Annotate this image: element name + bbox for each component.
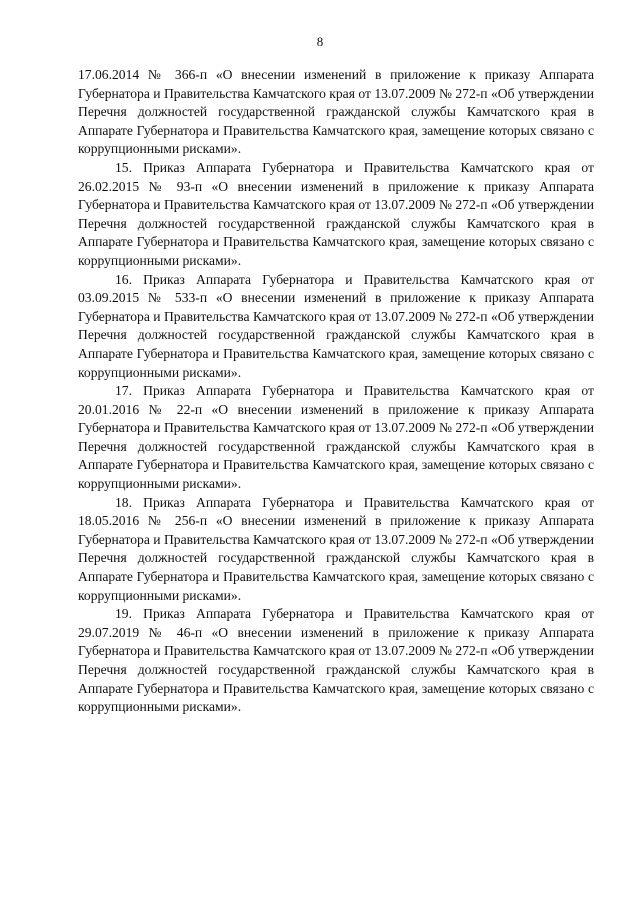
paragraph-item-15: 15. Приказ Аппарата Губернатора и Правительства Камчатского края от 26.02.2015 № 93-п «О внесении изменений в приложение к приказу Аппарата Губернатора и Правительства Камчатского края от 13.07.2009 № 272-п «Об утверждении Перечня должностей государственной гражданской службы Камчатского края в Аппарате Губернатора и Правительства Камчатского края, замещение которых связано с коррупционными рисками». [78, 159, 594, 268]
page-number: 8 [316, 34, 324, 49]
paragraph-item-17: 17. Приказ Аппарата Губернатора и Правительства Камчатского края от 20.01.2016 № 22-п «О внесении изменений в приложение к приказу Аппарата Губернатора и Правительства Камчатского края от 13.07.2009 № 272-п «Об утверждении Перечня должностей государственной гражданской службы Камчатского края в Аппарате Губернатора и Правительства Камчатского края, замещение которых связано с коррупционными рисками». [78, 383, 594, 492]
paragraph-item-18: 18. Приказ Аппарата Губернатора и Правительства Камчатского края от 18.05.2016 № 256-п «О внесении изменений в приложение к приказу Аппарата Губернатора и Правительства Камчатского края от 13.07.2009 № 272-п «Об утверждении Перечня должностей государственной гражданской службы Камчатского края в Аппарате Губернатора и Правительства Камчатского края, замещение которых связано с коррупционными рисками». [78, 494, 594, 603]
document-body [78, 66, 594, 717]
paragraph-item-16: 16. Приказ Аппарата Губернатора и Правительства Камчатского края от 03.09.2015 № 533-п «О внесении изменений в приложение к приказу Аппарата Губернатора и Правительства Камчатского края от 13.07.2009 № 272-п «Об утверждении Перечня должностей государственной гражданской службы Камчатского края в Аппарате Губернатора и Правительства Камчатского края, замещение которых связано с коррупционными рисками». [78, 271, 594, 380]
paragraph-item-19: 19. Приказ Аппарата Губернатора и Правительства Камчатского края от 29.07.2019 № 46-п «О внесении изменений в приложение к приказу Аппарата Губернатора и Правительства Камчатского края от 13.07.2009 № 272-п «Об утверждении Перечня должностей государственной гражданской службы Камчатского края в Аппарате Губернатора и Правительства Камчатского края, замещение которых связано с коррупционными рисками». [78, 606, 594, 715]
paragraph-continuation: 17.06.2014 № 366-п «О внесении изменений в приложение к приказу Аппарата Губернатора и Правительства Камчатского края от 13.07.2009 № 272-п «Об утверждении Перечня должностей государственной гражданской службы Камчатского края в Аппарате Губернатора и Правительства Камчатского края, замещение которых связано с коррупционными рисками». [78, 67, 594, 157]
